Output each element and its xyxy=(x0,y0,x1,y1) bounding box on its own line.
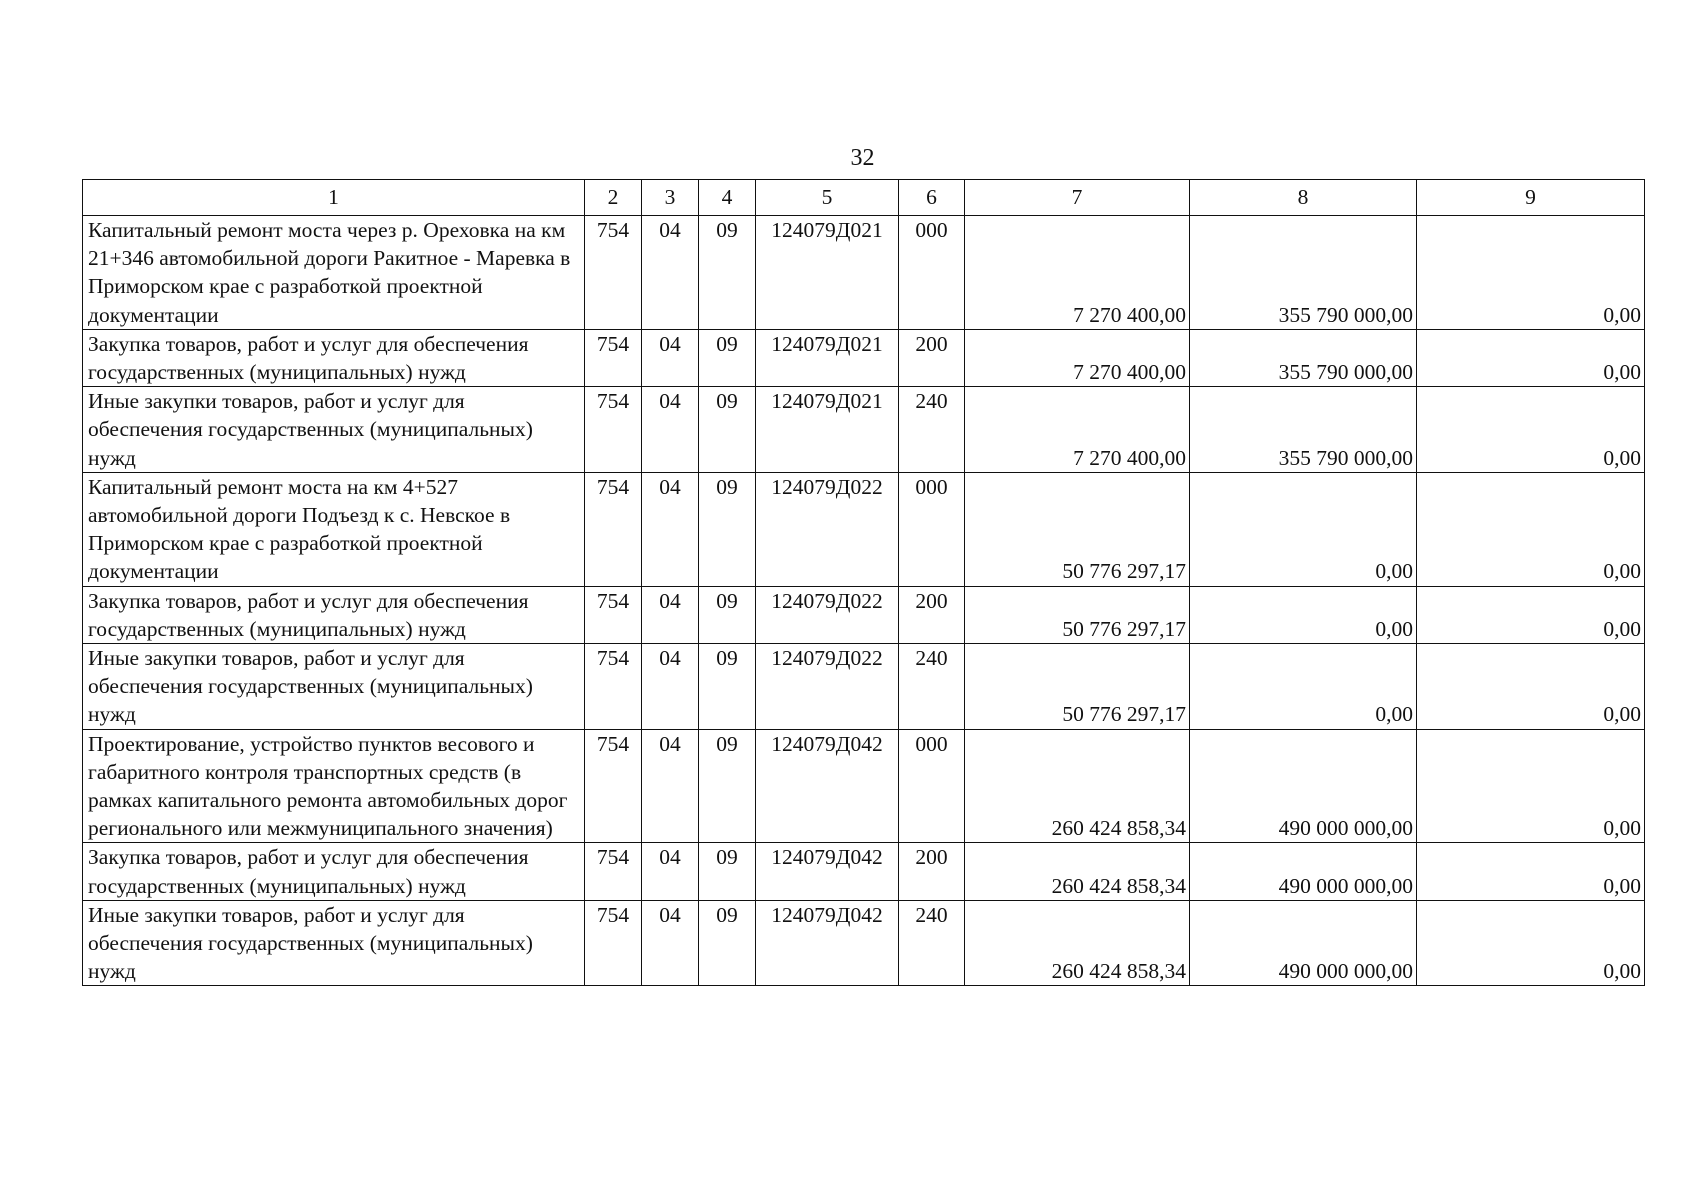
row-amount-cell: 0,00 xyxy=(1190,472,1417,586)
row-code-cell: 09 xyxy=(699,900,756,986)
row-amount-cell: 0,00 xyxy=(1417,472,1645,586)
row-name-cell: Закупка товаров, работ и услуг для обеспечения государственных (муниципальных) нужд xyxy=(83,843,585,900)
row-code-cell: 200 xyxy=(899,843,965,900)
row-amount-cell: 0,00 xyxy=(1190,586,1417,643)
row-code-cell: 04 xyxy=(642,216,699,330)
row-code-cell: 04 xyxy=(642,586,699,643)
row-code-cell: 000 xyxy=(899,729,965,843)
row-code-cell: 124079Д021 xyxy=(756,216,899,330)
row-name-cell: Закупка товаров, работ и услуг для обеспечения государственных (муниципальных) нужд xyxy=(83,329,585,386)
row-amount-cell: 490 000 000,00 xyxy=(1190,900,1417,986)
row-name-cell: Закупка товаров, работ и услуг для обеспечения государственных (муниципальных) нужд xyxy=(83,586,585,643)
header-cell: 4 xyxy=(699,180,756,216)
row-name-cell: Иные закупки товаров, работ и услуг для обеспечения государственных (муниципальных) нужд xyxy=(83,900,585,986)
row-amount-cell: 0,00 xyxy=(1417,216,1645,330)
row-code-cell: 754 xyxy=(585,586,642,643)
row-amount-cell: 7 270 400,00 xyxy=(965,387,1190,473)
row-code-cell: 04 xyxy=(642,729,699,843)
row-name-cell: Иные закупки товаров, работ и услуг для обеспечения государственных (муниципальных) нужд xyxy=(83,644,585,730)
row-code-cell: 124079Д022 xyxy=(756,472,899,586)
table-row xyxy=(83,644,1645,730)
row-amount-cell: 50 776 297,17 xyxy=(965,586,1190,643)
row-amount-cell: 50 776 297,17 xyxy=(965,644,1190,730)
row-amount-cell: 7 270 400,00 xyxy=(965,329,1190,386)
row-amount-cell: 260 424 858,34 xyxy=(965,900,1190,986)
row-code-cell: 04 xyxy=(642,900,699,986)
row-code-cell: 04 xyxy=(642,329,699,386)
row-amount-cell: 490 000 000,00 xyxy=(1190,843,1417,900)
row-code-cell: 124079Д022 xyxy=(756,644,899,730)
row-code-cell: 124079Д042 xyxy=(756,843,899,900)
row-amount-cell: 0,00 xyxy=(1417,387,1645,473)
row-code-cell: 124079Д022 xyxy=(756,586,899,643)
table-header-row xyxy=(83,180,1645,216)
row-amount-cell: 260 424 858,34 xyxy=(965,843,1190,900)
table-row xyxy=(83,843,1645,900)
table-row xyxy=(83,329,1645,386)
table-row xyxy=(83,216,1645,330)
row-code-cell: 09 xyxy=(699,329,756,386)
row-amount-cell: 7 270 400,00 xyxy=(965,216,1190,330)
row-code-cell: 200 xyxy=(899,586,965,643)
row-code-cell: 240 xyxy=(899,900,965,986)
row-code-cell: 09 xyxy=(699,216,756,330)
row-code-cell: 240 xyxy=(899,644,965,730)
row-amount-cell: 0,00 xyxy=(1417,843,1645,900)
row-code-cell: 09 xyxy=(699,387,756,473)
table-body xyxy=(83,216,1645,986)
row-code-cell: 04 xyxy=(642,843,699,900)
row-name-cell: Капитальный ремонт моста на км 4+527 автомобильной дороги Подъезд к с. Невское в Приморском крае с разработкой проектной документации xyxy=(83,472,585,586)
row-amount-cell: 355 790 000,00 xyxy=(1190,387,1417,473)
row-code-cell: 09 xyxy=(699,586,756,643)
row-amount-cell: 0,00 xyxy=(1417,900,1645,986)
row-code-cell: 754 xyxy=(585,900,642,986)
header-cell: 6 xyxy=(899,180,965,216)
row-code-cell: 754 xyxy=(585,644,642,730)
row-code-cell: 09 xyxy=(699,729,756,843)
row-code-cell: 04 xyxy=(642,472,699,586)
header-cell: 9 xyxy=(1417,180,1645,216)
row-code-cell: 200 xyxy=(899,329,965,386)
row-code-cell: 000 xyxy=(899,472,965,586)
row-code-cell: 754 xyxy=(585,472,642,586)
header-cell: 1 xyxy=(83,180,585,216)
table-row xyxy=(83,586,1645,643)
row-amount-cell: 0,00 xyxy=(1190,644,1417,730)
row-code-cell: 124079Д042 xyxy=(756,729,899,843)
row-amount-cell: 0,00 xyxy=(1417,644,1645,730)
page-number: 32 xyxy=(850,145,875,171)
row-code-cell: 04 xyxy=(642,387,699,473)
table-row xyxy=(83,472,1645,586)
header-cell: 2 xyxy=(585,180,642,216)
row-code-cell: 124079Д021 xyxy=(756,387,899,473)
row-name-cell: Проектирование, устройство пунктов весового и габаритного контроля транспортных средств (в рамках капитального ремонта автомобильных дорог регионального или межмуниципального значения) xyxy=(83,729,585,843)
row-amount-cell: 0,00 xyxy=(1417,729,1645,843)
row-code-cell: 754 xyxy=(585,729,642,843)
row-code-cell: 04 xyxy=(642,644,699,730)
row-code-cell: 09 xyxy=(699,843,756,900)
row-amount-cell: 355 790 000,00 xyxy=(1190,329,1417,386)
row-code-cell: 754 xyxy=(585,216,642,330)
row-code-cell: 754 xyxy=(585,329,642,386)
row-code-cell: 754 xyxy=(585,843,642,900)
row-code-cell: 000 xyxy=(899,216,965,330)
row-amount-cell: 50 776 297,17 xyxy=(965,472,1190,586)
budget-table xyxy=(82,179,1645,986)
row-amount-cell: 0,00 xyxy=(1417,329,1645,386)
row-name-cell: Иные закупки товаров, работ и услуг для обеспечения государственных (муниципальных) нужд xyxy=(83,387,585,473)
row-amount-cell: 260 424 858,34 xyxy=(965,729,1190,843)
row-code-cell: 09 xyxy=(699,472,756,586)
table-row xyxy=(83,387,1645,473)
row-amount-cell: 355 790 000,00 xyxy=(1190,216,1417,330)
row-amount-cell: 490 000 000,00 xyxy=(1190,729,1417,843)
row-amount-cell: 0,00 xyxy=(1417,586,1645,643)
row-code-cell: 124079Д021 xyxy=(756,329,899,386)
table-row xyxy=(83,900,1645,986)
row-name-cell: Капитальный ремонт моста через р. Ореховка на км 21+346 автомобильной дороги Ракитное - Маревка в Приморском крае с разработкой проектной документации xyxy=(83,216,585,330)
row-code-cell: 124079Д042 xyxy=(756,900,899,986)
header-cell: 3 xyxy=(642,180,699,216)
row-code-cell: 754 xyxy=(585,387,642,473)
header-cell: 8 xyxy=(1190,180,1417,216)
header-cell: 7 xyxy=(965,180,1190,216)
row-code-cell: 240 xyxy=(899,387,965,473)
header-cell: 5 xyxy=(756,180,899,216)
table-row xyxy=(83,729,1645,843)
row-code-cell: 09 xyxy=(699,644,756,730)
